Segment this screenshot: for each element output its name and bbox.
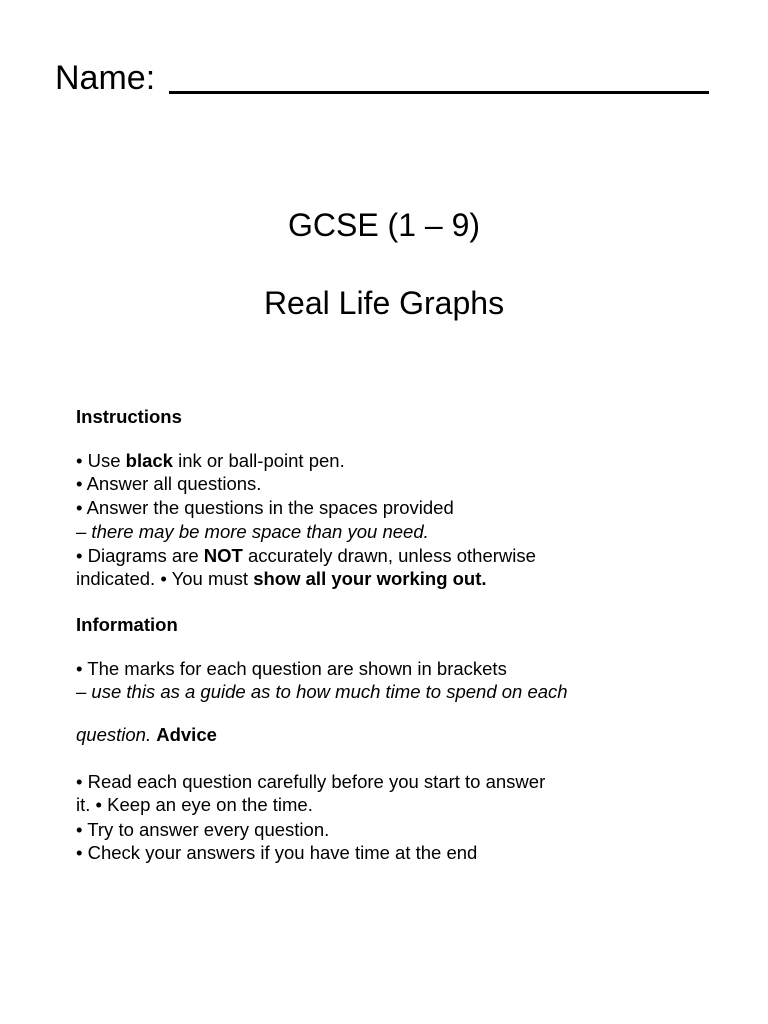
instruction-pen-bold: black (125, 450, 173, 471)
information-guide (76, 681, 568, 703)
instruction-spaces: • Answer the questions in the spaces provided (76, 497, 454, 518)
advice-every-question: • Try to answer every question. (76, 819, 330, 840)
information-heading: Information (76, 614, 178, 635)
information-marks: • The marks for each question are shown in brackets (76, 658, 507, 679)
advice-heading: Advice (156, 724, 217, 745)
information-question-italic: question. (76, 724, 152, 745)
instruction-pen (76, 450, 345, 472)
instruction-pen-text-2: ink or ball-point pen. (172, 450, 345, 471)
instructions-heading: Instructions (76, 406, 182, 427)
name-answer-line (169, 91, 709, 94)
instruction-diagrams-text-2: accurately drawn, unless otherwise (242, 545, 536, 566)
instruction-diagrams-text-1: • Diagrams are (76, 545, 204, 566)
instruction-spaces-note (76, 521, 429, 543)
instruction-working-bold: show all your working out. (253, 568, 487, 589)
name-label: Name: (55, 59, 156, 97)
instruction-spaces-note-italic: – there may be more space than you need. (76, 521, 429, 542)
information-question-advice (76, 724, 217, 746)
instruction-answer-all: • Answer all questions. (76, 473, 262, 494)
information-guide-italic: – use this as a guide as to how much time to spend on each (76, 681, 568, 702)
instruction-diagrams-bold: NOT (203, 545, 243, 566)
advice-read-carefully: • Read each question carefully before you start to answer (76, 771, 546, 792)
exam-level-title: GCSE (1 – 9) (287, 207, 481, 243)
instruction-diagrams (76, 545, 536, 567)
topic-title: Real Life Graphs (263, 285, 505, 321)
advice-time: it. • Keep an eye on the time. (76, 794, 313, 815)
name-field-row (55, 58, 709, 98)
advice-check-answers: • Check your answers if you have time at the end (76, 842, 478, 863)
instruction-working (76, 568, 487, 590)
instruction-working-text: indicated. • You must (76, 568, 254, 589)
instruction-pen-text-1: • Use (76, 450, 126, 471)
